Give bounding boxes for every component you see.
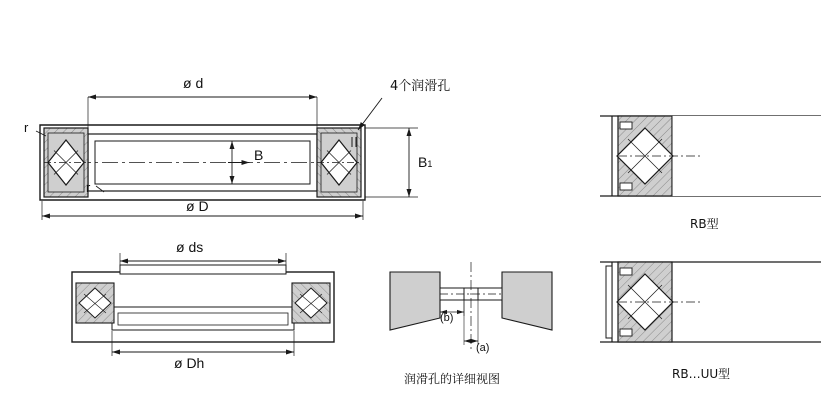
label-detail-b: (b) <box>440 312 454 324</box>
label-phi-ds: ø ds <box>176 239 204 255</box>
label-B1: B1 <box>418 154 433 170</box>
label-B: B <box>254 147 264 163</box>
label-lube-holes: 4个润滑孔 <box>390 79 451 94</box>
caption-detail-view: 润滑孔的详细视图 <box>404 372 501 386</box>
main-section-view <box>36 97 418 220</box>
caption-rb-uu-type: RB…UU型 <box>672 367 731 381</box>
dimension-B1 <box>365 128 418 197</box>
label-detail-a: (a) <box>476 342 490 354</box>
caption-rb-type: RB型 <box>690 217 719 231</box>
label-r-top: r <box>24 120 29 135</box>
label-r-bottom: r <box>86 180 91 195</box>
label-phi-D: ø D <box>186 198 209 214</box>
left-roller-assembly <box>44 128 91 197</box>
dimension-phi-ds <box>120 253 286 266</box>
label-phi-d: ø d <box>183 75 204 91</box>
label-phi-Dh: ø Dh <box>174 355 205 371</box>
secondary-right-roller <box>292 283 330 323</box>
secondary-section-view <box>72 253 334 356</box>
right-roller-assembly <box>317 128 361 197</box>
lube-hole-detail-view <box>390 262 552 350</box>
secondary-left-roller <box>76 283 114 323</box>
rb-type-view <box>600 116 821 196</box>
rb-uu-type-view <box>600 262 821 342</box>
lube-hole-leader <box>358 98 382 130</box>
